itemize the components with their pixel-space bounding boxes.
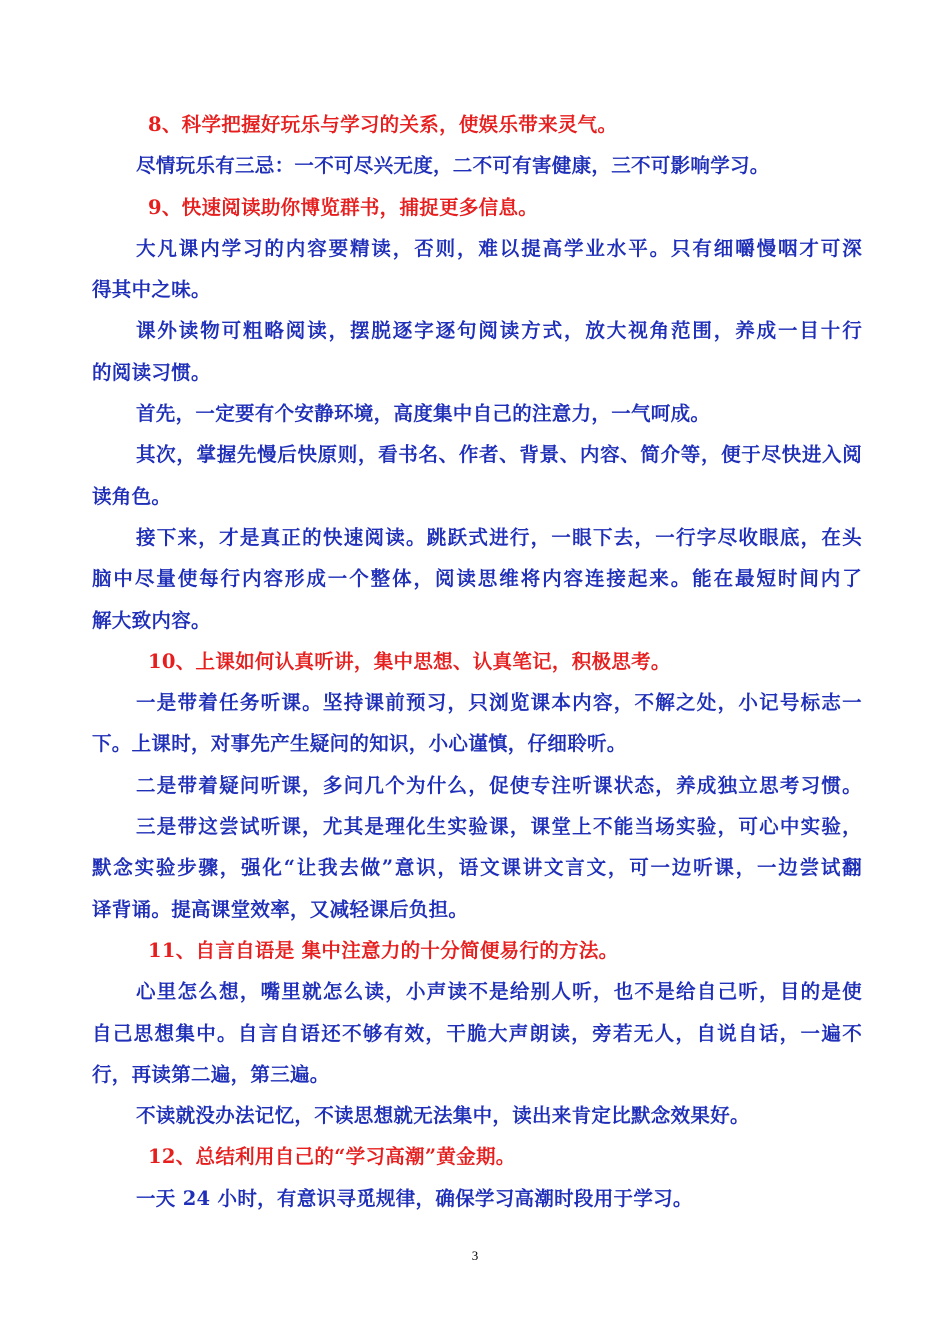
paragraph-line: 默念实验步骤，强化“让我去做”意识，语文课讲文言文，可一边听课，一边尝试翻: [92, 856, 862, 880]
section-heading: 11、自言自语是 集中注意力的十分简便易行的方法。: [148, 938, 619, 962]
paragraph-line: 行，再读第二遍，第三遍。: [92, 1062, 330, 1086]
paragraph-line: 尽情玩乐有三忌：一不可尽兴无度，二不可有害健康，三不可影响学习。: [136, 154, 770, 178]
paragraph-line: 大凡课内学习的内容要精读，否则，难以提高学业水平。只有细嚼慢咽才可深: [136, 236, 862, 260]
paragraph-line: 解大致内容。: [92, 608, 211, 632]
paragraph-line: 首先，一定要有个安静环境，高度集中自己的注意力，一气呵成。: [136, 402, 711, 426]
paragraph-line: 三是带这尝试听课，尤其是理化生实验课，课堂上不能当场实验，可心中实验，: [136, 815, 862, 839]
paragraph-line: 下。上课时，对事先产生疑问的知识，小心谨慎，仔细聆听。: [92, 732, 627, 756]
paragraph-line: 译背诵。提高课堂效率，又减轻课后负担。: [92, 897, 469, 921]
paragraph-line: 心里怎么想，嘴里就怎么读，小声读不是给别人听，也不是给自己听，目的是使: [136, 980, 862, 1004]
document-page: [92, 104, 862, 1219]
section-heading: 12、总结利用自己的“学习高潮”黄金期。: [148, 1145, 516, 1169]
paragraph-line: 一天 24 小时，有意识寻觅规律，确保学习高潮时段用于学习。: [136, 1186, 693, 1210]
paragraph-line: 不读就没办法记忆，不读思想就无法集中，读出来肯定比默念效果好。: [136, 1104, 750, 1128]
paragraph-line: 脑中尽量使每行内容形成一个整体，阅读思维将内容连接起来。能在最短时间内了: [92, 567, 862, 591]
page-number: 3: [471, 1248, 479, 1263]
paragraph-line: 其次，掌握先慢后快原则，看书名、作者、背景、内容、简介等，便于尽快进入阅: [136, 443, 862, 467]
paragraph-line: 读角色。: [92, 484, 172, 508]
paragraph-line: 课外读物可粗略阅读，摆脱逐字逐句阅读方式，放大视角范围，养成一目十行: [136, 319, 862, 343]
section-heading: 8、科学把握好玩乐与学习的关系，使娱乐带来灵气。: [148, 113, 618, 136]
paragraph-line: 自己思想集中。自言自语还不够有效，干脆大声朗读，旁若无人，自说自话，一遍不: [92, 1021, 862, 1045]
paragraph-line: 的阅读习惯。: [92, 360, 211, 384]
paragraph-line: 一是带着任务听课。坚持课前预习，只浏览课本内容，不解之处，小记号标志一: [136, 691, 862, 715]
section-heading: 10、上课如何认真听讲，集中思想、认真笔记，积极思考。: [148, 649, 671, 673]
paragraph-line: 二是带着疑问听课，多问几个为什么，促使专注听课状态，养成独立思考习惯。: [136, 773, 862, 797]
paragraph-line: 得其中之味。: [92, 278, 211, 302]
section-heading: 9、快速阅读助你博览群书，捕捉更多信息。: [148, 195, 539, 219]
paragraph-line: 接下来，才是真正的快速阅读。跳跃式进行，一眼下去，一行字尽收眼底，在头: [136, 525, 862, 549]
